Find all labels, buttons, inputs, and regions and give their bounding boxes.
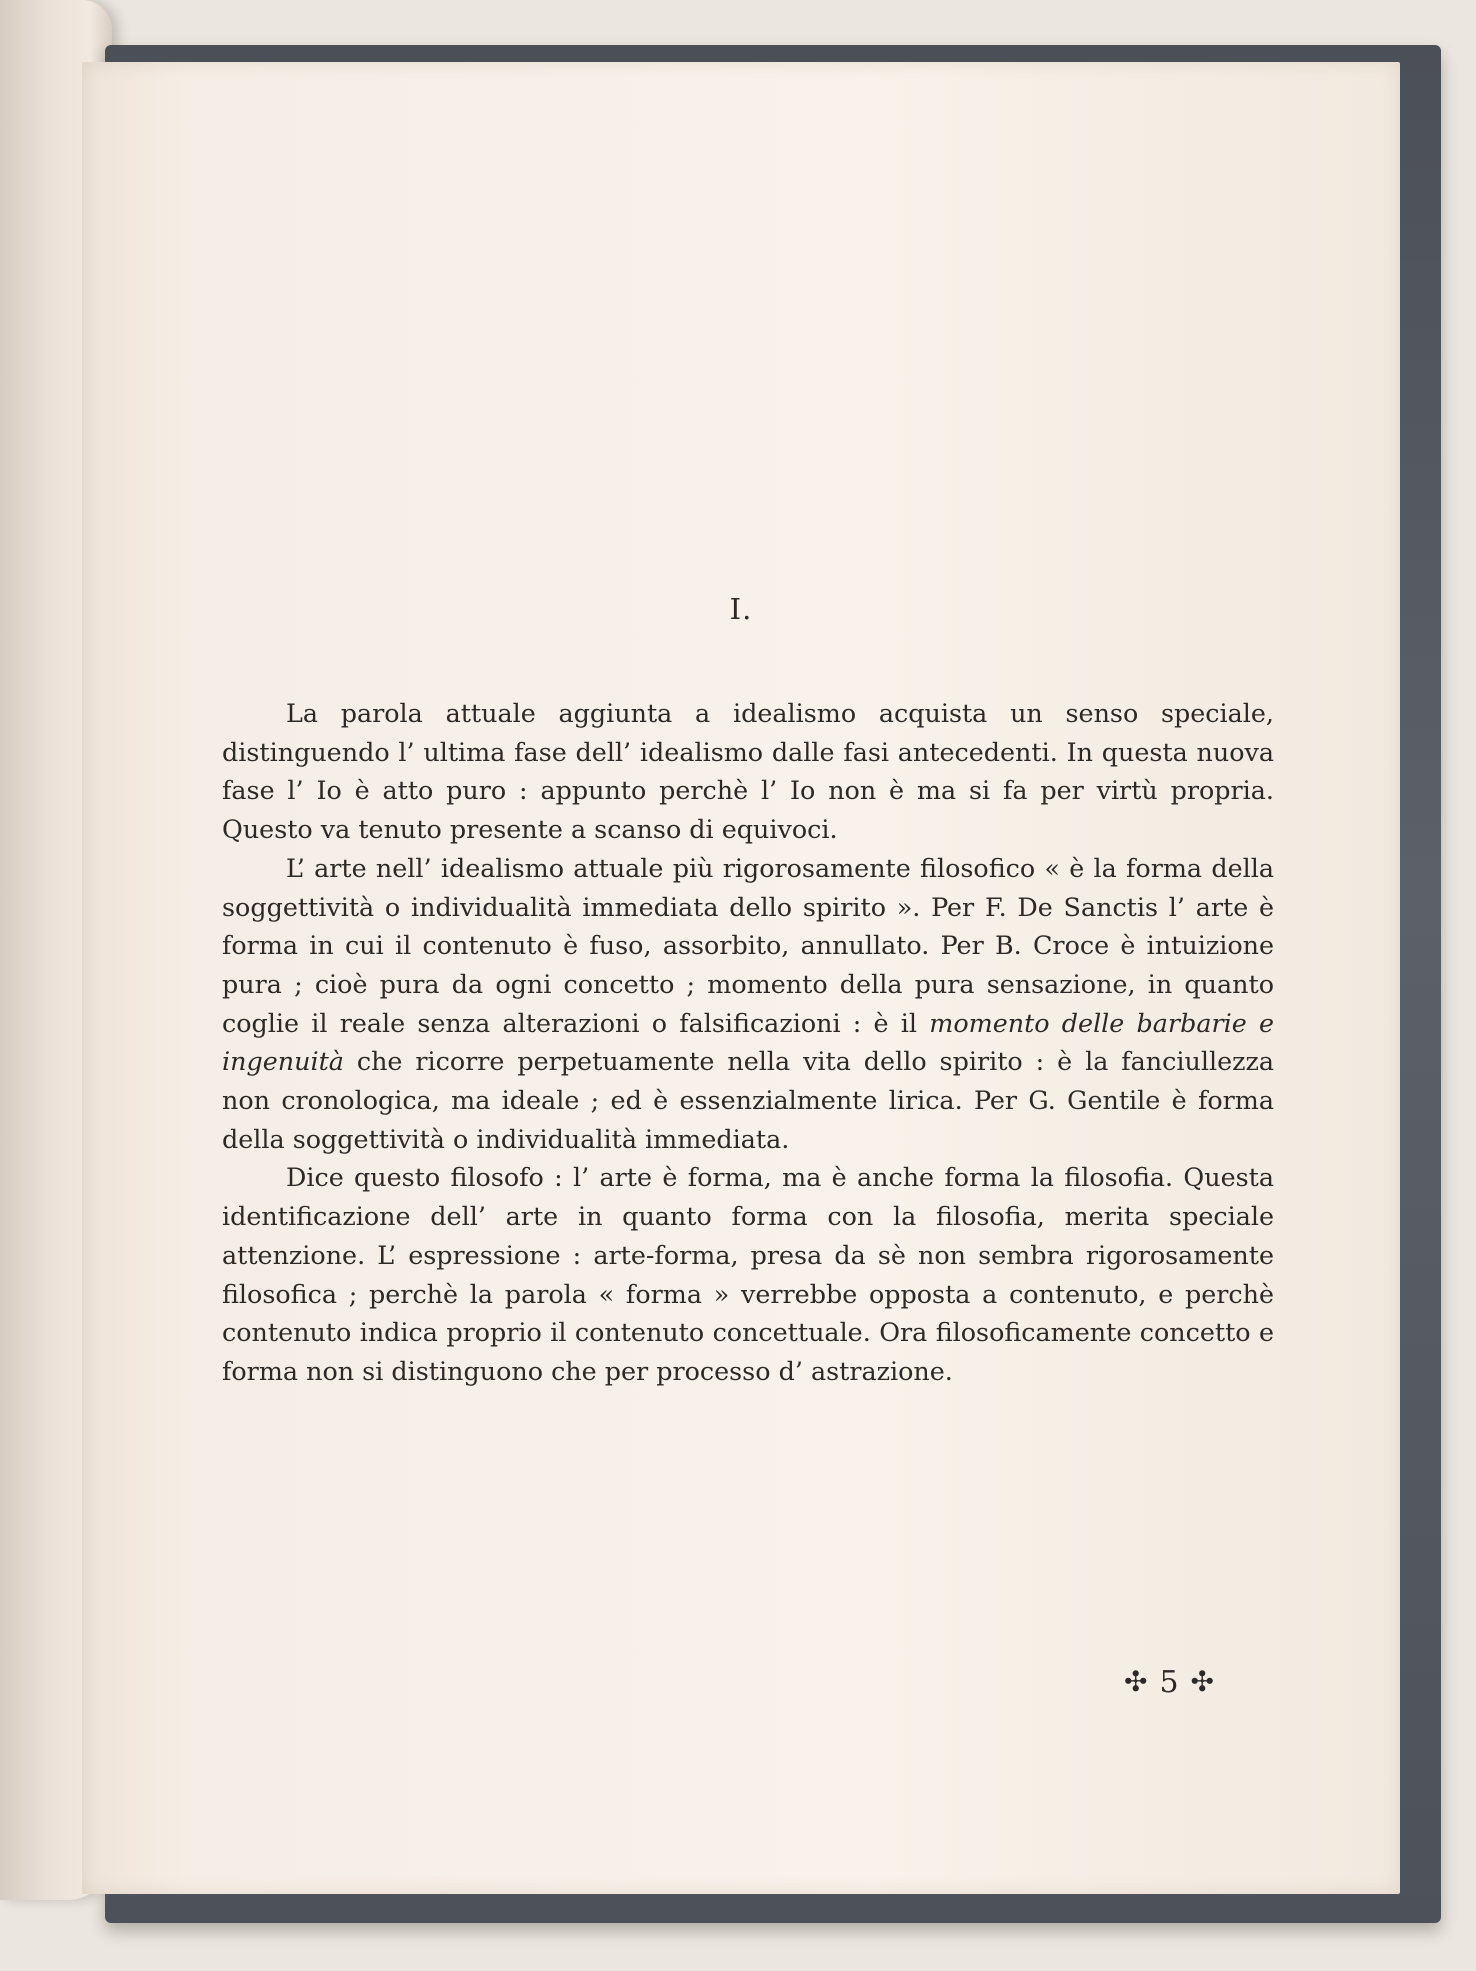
paragraph-2 xyxy=(222,849,1274,1159)
book-page xyxy=(82,62,1400,1894)
page-footer xyxy=(1124,1665,1214,1700)
paragraph-1-text: La parola attuale aggiunta a idealismo acquista un senso speciale, distinguendo l’ ultima fase dell’ idealismo dalle fasi antecedenti. In questa nuova fase l’ Io è atto puro : appunto perchè l’ Io non è ma si fa per virtù propria. Questo va tenuto presente a scanso di equivoci. xyxy=(222,698,1274,845)
main-text xyxy=(222,694,1274,1391)
paragraph-1 xyxy=(222,694,1274,849)
paragraph-3 xyxy=(222,1158,1274,1390)
left-ornament-icon: ✣ xyxy=(1123,1664,1148,1698)
right-ornament-icon: ✣ xyxy=(1190,1664,1214,1698)
page-number: 5 xyxy=(1159,1665,1179,1700)
paragraph-2-text-after-emphasis: che ricorre perpetuamente nella vita dello spirito : è la fanciullezza non cronologica, ma ideale ; ed è essenzialmente lirica. Per G. Gentile è forma della soggettività o individualità immediata. xyxy=(222,1046,1274,1154)
paragraph-2-text-before-emphasis: L’ arte nell’ idealismo attuale più rigorosamente filosofico « è la forma della soggettività o individualità immediata dello spirito ». Per F. De Sanctis l’ arte è forma in cui il contenuto è fuso, assorbito, annullato. Per B. Croce è intuizione pura ; cioè pura da ogni concetto ; momento della pura sensazione, in quanto coglie il reale senza alterazioni o falsificazioni : è il xyxy=(222,852,1274,1038)
paragraph-3-text: Dice questo filosofo : l’ arte è forma, ma è anche forma la filosofia. Questa identificazione dell’ arte in quanto forma con la filosofia, merita speciale attenzione. L’ espressione : arte-forma, presa da sè non sembra rigorosamente filosofica ; perchè la parola « forma » verrebbe opposta a contenuto, e perchè contenuto indica proprio il contenuto concettuale. Ora filosoficamente concetto e forma non si distinguono che per processo d’ astrazione. xyxy=(222,1162,1274,1386)
chapter-number: I. xyxy=(729,592,753,626)
paragraph-2-emphasis: momento delle barbarie e ingenuità xyxy=(222,1007,1274,1077)
